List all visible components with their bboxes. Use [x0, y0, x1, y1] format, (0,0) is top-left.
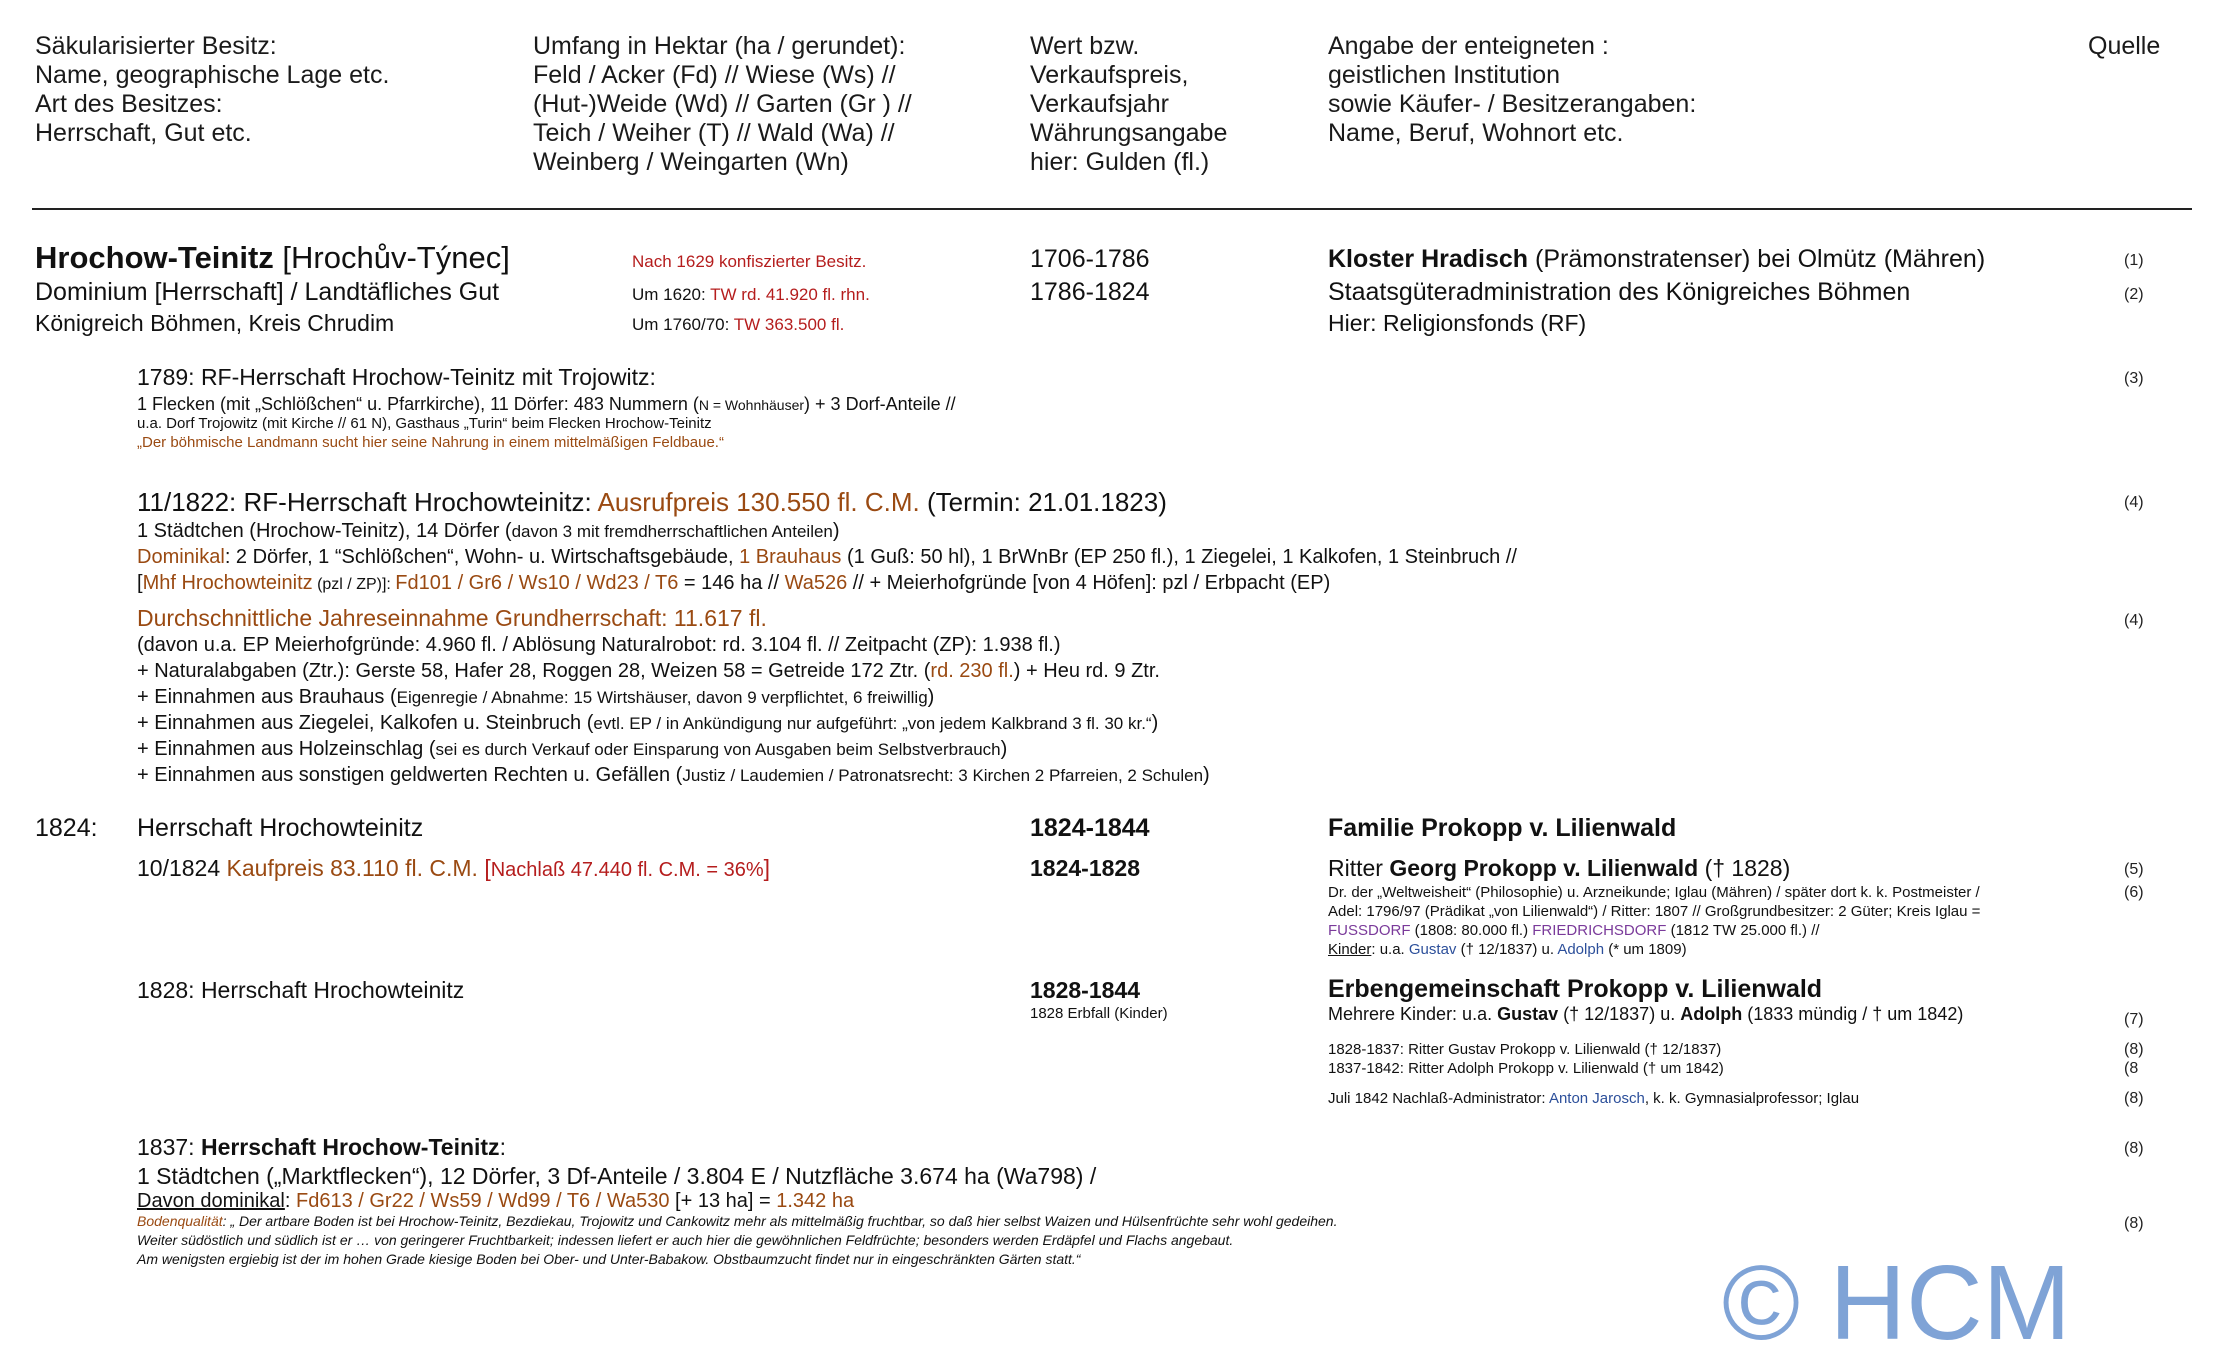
s1822-line-2: [137, 544, 1517, 570]
estate-owner-1: [1328, 245, 1985, 273]
s1822-line-3: [137, 570, 1330, 598]
header-line: hier: Gulden (fl.): [1030, 148, 1210, 176]
header-line: Art des Besitzes:: [35, 90, 223, 118]
s1789-line-1: [137, 393, 956, 416]
estate-years-2: 1786-1824: [1030, 278, 1150, 306]
s1824-years-2: 1824-1828: [1030, 855, 1140, 881]
copyright-watermark: © HCM: [1722, 1244, 2071, 1362]
income-line-3: [137, 684, 934, 711]
soil-line: [137, 1212, 1337, 1231]
detail-text: (* um 1809): [1604, 941, 1687, 958]
ritter-prefix: Ritter: [1328, 855, 1390, 881]
income-text: + Naturalabgaben (Ztr.): Gerste 58, Hafer 28, Roggen 28, Weizen 58 = Getreide 172 Ztr. (: [137, 660, 931, 682]
income-text: + Einnahmen aus Holzeinschlag (: [137, 738, 436, 760]
source-ref: (8: [2124, 1060, 2139, 1077]
s1822-term: (Termin: 21.01.1823): [919, 487, 1167, 517]
s1824-sale-date: 10/1824: [137, 855, 227, 881]
detail-text: († 12/1837) u.: [1456, 941, 1558, 958]
header-line: sowie Käufer- / Besitzerangaben:: [1328, 90, 1697, 118]
income-text: ): [927, 686, 935, 708]
s1822-brewery: 1 Brauhaus: [739, 546, 842, 568]
s1789-note: N = Wohnhäuser: [698, 397, 805, 413]
soil-label: Bodenqualität: [137, 1213, 223, 1229]
estate-confiscated: Nach 1629 konfiszierter Besitz.: [632, 252, 867, 271]
estate-years-1: 1706-1786: [1030, 245, 1150, 273]
source-ref: (2): [2124, 286, 2144, 303]
income-note: evtl. EP / in Ankündigung nur aufgeführt: „von jedem Kalkbrand 3 fl. 30 kr.“: [593, 714, 1152, 733]
owner-1-rest: (Prämonstratenser) bei Olmütz (Mähren): [1528, 245, 1986, 273]
s1837-year: 1837:: [137, 1134, 201, 1160]
admin-role: , k. k. Gymnasialprofessor; Iglau: [1644, 1090, 1860, 1107]
s1824-title: Herrschaft Hrochowteinitz: [137, 814, 424, 842]
source-ref: (3): [2124, 370, 2144, 387]
s1837-areas: Fd613 / Gr22 / Ws59 / Wd99 / T6 / Wa530: [295, 1190, 670, 1212]
s1824-sale: [137, 854, 770, 884]
estate-name-bold: Hrochow-Teinitz: [35, 240, 274, 275]
s1789-quote: „Der böhmische Landmann sucht hier seine Nahrung in einem mittelmäßigen Feldbaue.“: [137, 434, 724, 451]
s1822-text: 1 Städtchen (Hrochow-Teinitz), 14 Dörfer (: [137, 520, 512, 542]
income-note: Justiz / Laudemien / Patronatsrecht: 3 Kirchen 2 Pfarreien, 2 Schulen: [682, 766, 1204, 785]
source-ref: (8): [2124, 1090, 2144, 1107]
income-text: ): [1000, 738, 1008, 760]
source-ref: (4): [2124, 494, 2144, 511]
income-text: + Einnahmen aus Ziegelei, Kalkofen u. Steinbruch (: [137, 712, 594, 734]
heirs-text: (1833 mündig / † um 1842): [1742, 1004, 1964, 1024]
header-divider: [32, 208, 2192, 210]
s1837-estate: Herrschaft Hrochow-Teinitz: [200, 1134, 500, 1160]
header-line: Verkaufspreis,: [1030, 61, 1189, 89]
income-note: Eigenregie / Abnahme: 15 Wirtshäuser, davon 9 verpflichtet, 6 freiwillig: [396, 688, 928, 707]
s1822-text: (1 Guß: 50 hl), 1 BrWnBr (EP 250 fl.), 1 Ziegelei, 1 Kalkofen, 1 Steinbruch //: [841, 546, 1517, 568]
s1822-text: : 2 Dörfer, 1 “Schlößchen“, Wohn- u. Wirtschaftsgebäude,: [224, 546, 740, 568]
header-col-value: [1030, 32, 1227, 177]
ritter-death: († 1828): [1698, 855, 1791, 881]
estate-location: Königreich Böhmen, Kreis Chrudim: [35, 310, 395, 336]
s1828-line-2: 1828-1837: Ritter Gustav Prokopp v. Lilienwald († 12/1837): [1328, 1041, 1722, 1058]
income-line-6: [137, 762, 1210, 789]
header-line: Währungsangabe: [1030, 119, 1228, 147]
source-ref: (5): [2124, 861, 2144, 878]
s1837-line-1: 1 Städtchen („Marktflecken“), 12 Dörfer, 3 Df-Anteile / 3.804 E / Nutzfläche 3.674 ha (Wa798) /: [137, 1163, 1097, 1189]
header-line: Name, Beruf, Wohnort etc.: [1328, 119, 1624, 147]
s1822-text: // + Meierhofgründe [von 4 Höfen]: pzl / Erbpacht (EP): [847, 572, 1331, 594]
source-ref: (4): [2124, 612, 2144, 629]
income-text: + Einnahmen aus sonstigen geldwerten Rechten u. Gefällen (: [137, 764, 683, 786]
tw-1760-value: TW 363.500 fl.: [733, 315, 845, 334]
s1824-sale-price: Kaufpreis 83.110 fl. C.M.: [226, 855, 478, 881]
heir-adolph: Adolph: [1680, 1004, 1743, 1024]
header-col-institution: [1328, 32, 1696, 148]
header-line: Säkularisierter Besitz:: [35, 32, 277, 60]
s1824-years: 1824-1844: [1030, 814, 1150, 842]
income-text: ): [1203, 764, 1210, 786]
header-line: Feld / Acker (Fd) // Wiese (Ws) //: [533, 61, 896, 89]
estate-owner-3: Hier: Religionsfonds (RF): [1328, 310, 1587, 336]
soil-text: : „ Der artbare Boden ist bei Hrochow-Teinitz, Bezdiekau, Trojowitz und Cankowitz mehr als mittelmäßig fruchtbar, so daß hier selbst Waizen und Hülsenfrüchte sehr wohl gedeihen.: [222, 1213, 1338, 1229]
header-col-source: Quelle: [2088, 32, 2161, 60]
s1828-title: 1828: Herrschaft Hrochowteinitz: [137, 977, 465, 1003]
s1828-sub: 1828 Erbfall (Kinder): [1030, 1005, 1168, 1022]
s1824-ritter: [1328, 854, 1790, 882]
s1822-title-text: 11/1822: RF-Herrschaft Hrochowteinitz:: [137, 487, 598, 517]
soil-line: Am wenigsten ergiebig ist der im hohen Grade kiesige Boden bei Ober- und Unter-Babakow. Obstbaumzucht findet nur in eingeschränkten Gärten statt.“: [137, 1251, 1081, 1267]
detail-line: [1328, 921, 1980, 940]
s1824-year: 1824:: [35, 814, 98, 842]
admin-label: Juli 1842 Nachlaß-Administrator:: [1328, 1090, 1549, 1107]
s1822-forest: Wa526: [784, 572, 848, 594]
source-ref: (8): [2124, 1140, 2144, 1157]
s1789-title: 1789: RF-Herrschaft Hrochow-Teinitz mit Trojowitz:: [137, 364, 656, 390]
dominikal-label: Davon dominikal: [137, 1190, 285, 1212]
income-line-5: [137, 736, 1007, 763]
s1828-heirs-line: [1328, 1003, 1963, 1025]
source-ref: (7): [2124, 1011, 2144, 1028]
detail-line: Dr. der „Weltweisheit“ (Philosophie) u. Arzneikunde; Iglau (Mähren) / später dort k. k. Postmeister /: [1328, 884, 1980, 901]
admin-name: Anton Jarosch: [1548, 1090, 1645, 1107]
detail-line: [1328, 940, 1980, 959]
s1824-details: [1328, 883, 1980, 959]
estate-owner-2: Staatsgüteradministration des Königreiches Böhmen: [1328, 278, 1911, 306]
header-col-area: [533, 32, 912, 177]
s1822-manor: Mhf Hrochowteinitz: [142, 572, 313, 594]
s1837-text: [+ 13 ha] =: [669, 1190, 777, 1212]
income-note: sei es durch Verkauf oder Einsparung von Ausgaben beim Selbstverbrauch: [435, 740, 1001, 759]
s1828-heirs: Erbengemeinschaft Prokopp v. Lilienwald: [1328, 975, 1823, 1003]
detail-line: Adel: 1796/97 (Prädikat „von Lilienwald“) / Ritter: 1807 // Großgrundbesitzer: 2 Güter; Kreis Iglau =: [1328, 903, 1981, 920]
source-ref: (1): [2124, 252, 2144, 269]
child-adolph: Adolph: [1557, 941, 1605, 958]
s1822-note: davon 3 mit fremdherrschaftlichen Anteilen: [511, 522, 833, 541]
header-line: Teich / Weiher (T) // Wald (Wa) //: [533, 119, 895, 147]
s1822-text: (pzl / ZP)]:: [312, 576, 396, 593]
detail-text: (1808: 80.000 fl.): [1410, 922, 1533, 939]
header-line: Umfang in Hektar (ha / gerundet):: [533, 32, 906, 60]
header-line: Verkaufsjahr: [1030, 90, 1169, 118]
s1822-areas: Fd101 / Gr6 / Ws10 / Wd23 / T6: [395, 572, 679, 594]
s1822-dominikal: Dominikal: [137, 546, 225, 568]
tw-1620-value: TW rd. 41.920 fl. rhn.: [710, 285, 870, 304]
heirs-text: († 12/1837) u.: [1558, 1004, 1681, 1024]
detail-text: (1812 TW 25.000 fl.) //: [1666, 922, 1820, 939]
s1822-reserve-price: Ausrufpreis 130.550 fl. C.M.: [597, 487, 920, 517]
s1837-total: 1.342 ha: [776, 1190, 855, 1212]
s1837-line-2: [137, 1188, 854, 1214]
header-line: geistlichen Institution: [1328, 61, 1561, 89]
s1824-bracket: ]: [763, 855, 771, 881]
s1822-text: = 146 ha //: [678, 572, 785, 594]
income-line-2: [137, 658, 1160, 684]
header-line: Weinberg / Weingarten (Wn): [533, 148, 849, 176]
s1824-discount: Nachlaß 47.440 fl. C.M. = 36%: [490, 859, 764, 881]
ritter-name: Georg Prokopp v. Lilienwald: [1389, 855, 1699, 881]
estate-tw-1760: [632, 314, 844, 336]
s1837-title: [137, 1133, 506, 1161]
s1822-text: [: [137, 572, 143, 594]
s1837-text: :: [284, 1190, 296, 1212]
header-line: Angabe der enteigneten :: [1328, 32, 1609, 60]
heirs-text: Mehrere Kinder: u.a.: [1328, 1004, 1498, 1024]
s1837-soil-quality: [137, 1212, 1337, 1269]
s1824-bracket: [: [477, 855, 491, 881]
s1822-title: [137, 487, 1167, 517]
s1837-colon: :: [499, 1134, 506, 1160]
child-gustav: Gustav: [1408, 941, 1457, 958]
header-line: Wert bzw.: [1030, 32, 1140, 60]
header-line: (Hut-)Weide (Wd) // Garten (Gr ) //: [533, 90, 912, 118]
s1789-text: ) + 3 Dorf-Anteile //: [804, 394, 956, 414]
income-line-4: [137, 710, 1158, 737]
estate-name-czech: [Hrochův-Týnec]: [273, 240, 510, 275]
soil-line: Weiter südöstlich und südlich ist er … von geringerer Fruchtbarkeit; indessen liefert er auch hier die gewöhnlichen Feldfrüchte; besonders werden Erdäpfel und Flachs angebaut.: [137, 1232, 1234, 1248]
heir-gustav: Gustav: [1497, 1004, 1559, 1024]
estate-type: Dominium [Herrschaft] / Landtäfliches Gut: [35, 278, 500, 306]
income-text: ) + Heu rd. 9 Ztr.: [1013, 660, 1160, 682]
s1789-text: 1 Flecken (mit „Schlößchen“ u. Pfarrkirche), 11 Dörfer: 483 Nummern (: [137, 394, 699, 414]
income-text: ): [1151, 712, 1159, 734]
income-text: + Einnahmen aus Brauhaus (: [137, 686, 397, 708]
income-title: Durchschnittliche Jahreseinnahme Grundherrschaft: 11.617 fl.: [137, 605, 767, 631]
s1824-family: Familie Prokopp v. Lilienwald: [1328, 814, 1677, 842]
detail-text: : u.a.: [1371, 941, 1409, 958]
tw-1760-label: Um 1760/70:: [632, 315, 734, 334]
source-ref: (8): [2124, 1041, 2144, 1058]
estate-name: [35, 241, 510, 274]
s1822-text: ): [832, 520, 840, 542]
s1828-line-3: 1837-1842: Ritter Adolph Prokopp v. Lilienwald († um 1842): [1328, 1060, 1724, 1077]
fussdorf-link: FUSSDORF: [1328, 922, 1411, 939]
header-col-property: [35, 32, 389, 148]
s1828-line-4: [1328, 1089, 1859, 1109]
header-line: Name, geographische Lage etc.: [35, 61, 390, 89]
source-ref: (8): [2124, 1215, 2144, 1232]
s1822-line-1: [137, 518, 840, 545]
s1828-years: 1828-1844: [1030, 977, 1140, 1003]
s1789-line-2: u.a. Dorf Trojowitz (mit Kirche // 61 N), Gasthaus „Turin“ beim Flecken Hrochow-Teinitz: [137, 415, 712, 432]
estate-tw-1620: [632, 284, 870, 306]
income-line-1: (davon u.a. EP Meierhofgründe: 4.960 fl. / Ablösung Naturalrobot: rd. 3.104 fl. // Zeitpacht (ZP): 1.938 fl.): [137, 634, 1061, 656]
friedrichsdorf-link: FRIEDRICHSDORF: [1532, 922, 1667, 939]
tw-1620-label: Um 1620:: [632, 285, 711, 304]
owner-1-bold: Kloster Hradisch: [1328, 245, 1529, 273]
income-value: rd. 230 fl.: [930, 660, 1014, 682]
source-ref: (6): [2124, 884, 2144, 901]
header-line: Herrschaft, Gut etc.: [35, 119, 252, 147]
children-label: Kinder: [1328, 941, 1372, 958]
